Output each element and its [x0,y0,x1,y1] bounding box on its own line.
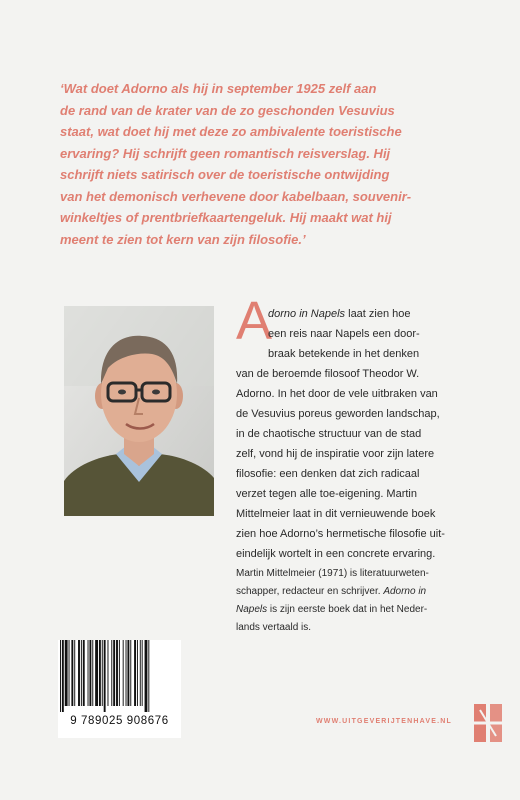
barcode-bar [81,640,82,706]
blurb-line: een reis naar Napels een door- [268,328,420,340]
blurb-line: verzet tegen alle toe-eigening. Martin [236,488,417,500]
barcode-bar [137,640,138,706]
barcode-bar [74,640,75,706]
barcode-bar [134,640,136,706]
barcode-bar [102,640,103,706]
publisher-logo-icon [470,700,506,746]
bio-line: Martin Mittelmeier (1971) is literatuurweten- [236,568,429,579]
barcode-bar [99,640,101,706]
publisher-url: WWW.UITGEVERIJTENHAVE.NL [316,718,453,725]
barcode-bar [142,640,143,706]
pull-quote [60,78,480,250]
author-portrait-icon [64,306,214,516]
bio-text: is zijn eerste boek dat in het Neder- [267,604,428,615]
blurb-line: van de beroemde filosoof Theodor W. [236,368,420,380]
quote-line: ‘Wat doet Adorno als hij in september 1925 zelf aan [60,81,377,96]
barcode-bar [126,640,127,706]
barcode-bar [130,640,131,706]
book-title-italic: Napels [236,604,268,615]
isbn-barcode [58,640,181,738]
blurb-line: filosofie: een denken dat zich radicaal [236,468,420,480]
barcode-bar [89,640,91,706]
barcode-bar [92,640,93,706]
barcode-bar [108,640,109,706]
book-blurb [236,304,496,564]
blurb-line: zien hoe Adorno’s hermetische filosofie uit- [236,528,445,540]
blurb-line: braak betekende in het denken [268,348,420,360]
quote-line: schrijft niets satirisch over de toeristische ontwijding [60,167,390,182]
barcode-bar [116,640,118,706]
quote-line: van het demonisch verhevene door kabelbaan, souvenir- [60,188,412,204]
quote-line: staat, wat doet hij met deze zo ambivalente toeristische [60,124,402,139]
barcode-bar [123,640,124,706]
barcode-bar [104,640,106,712]
barcode-bars-icon [60,640,179,712]
barcode-bar [60,640,61,712]
quote-line: ervaring? Hij schrijft geen romantisch reisverslag. Hij [60,145,391,161]
barcode-bar [140,640,141,706]
bio-line [236,583,486,601]
barcode-bar [111,640,112,706]
barcode-bar [119,640,120,706]
barcode-bar [69,640,70,706]
barcode-bar [65,640,68,706]
barcode-bar [95,640,98,706]
author-bio [236,565,486,637]
blurb-line [236,304,496,324]
blurb-line: Mittelmeier laat in dit vernieuwende boek [236,508,436,520]
drop-cap: A [236,291,273,351]
author-photo [64,306,214,516]
book-title-italic: dorno in Napels [268,308,346,320]
bio-line: lands vertaald is. [236,622,312,633]
barcode-bar [83,640,85,706]
barcode-bar [78,640,80,706]
blurb-first-rest: laat zien hoe [345,308,411,320]
quote-line: winkeltjes of prentbriefkaartengeluk. Hij maakt wat hij [60,210,392,225]
blurb-line: de Vesuvius poreus geworden landschap, [236,408,440,420]
barcode-bar [71,640,73,706]
barcode-bar [127,640,129,706]
bio-line [236,601,486,619]
blurb-line: in de chaotische structuur van de stad [236,428,422,440]
blurb-line: Adorno. In het door de vele uitbraken van [236,388,438,400]
barcode-bar [113,640,115,706]
isbn-number: 9 789025 908676 [70,715,169,727]
blurb-line: eindelijk wortelt in een concrete ervaring. [236,548,436,560]
barcode-bar [62,640,64,712]
blurb-line: zelf, vond hij de inspiratie voor zijn latere [236,448,435,460]
quote-line: de rand van de krater van de zo geschonden Vesuvius [60,102,395,118]
barcode-bar [88,640,89,706]
bio-text: schapper, redacteur en schrijver. [236,586,384,597]
quote-line: meent te zien tot kern van zijn filosofie.’ [60,231,306,247]
book-title-italic: Adorno in [383,586,427,597]
barcode-bar [145,640,148,712]
barcode-bar [148,640,149,712]
